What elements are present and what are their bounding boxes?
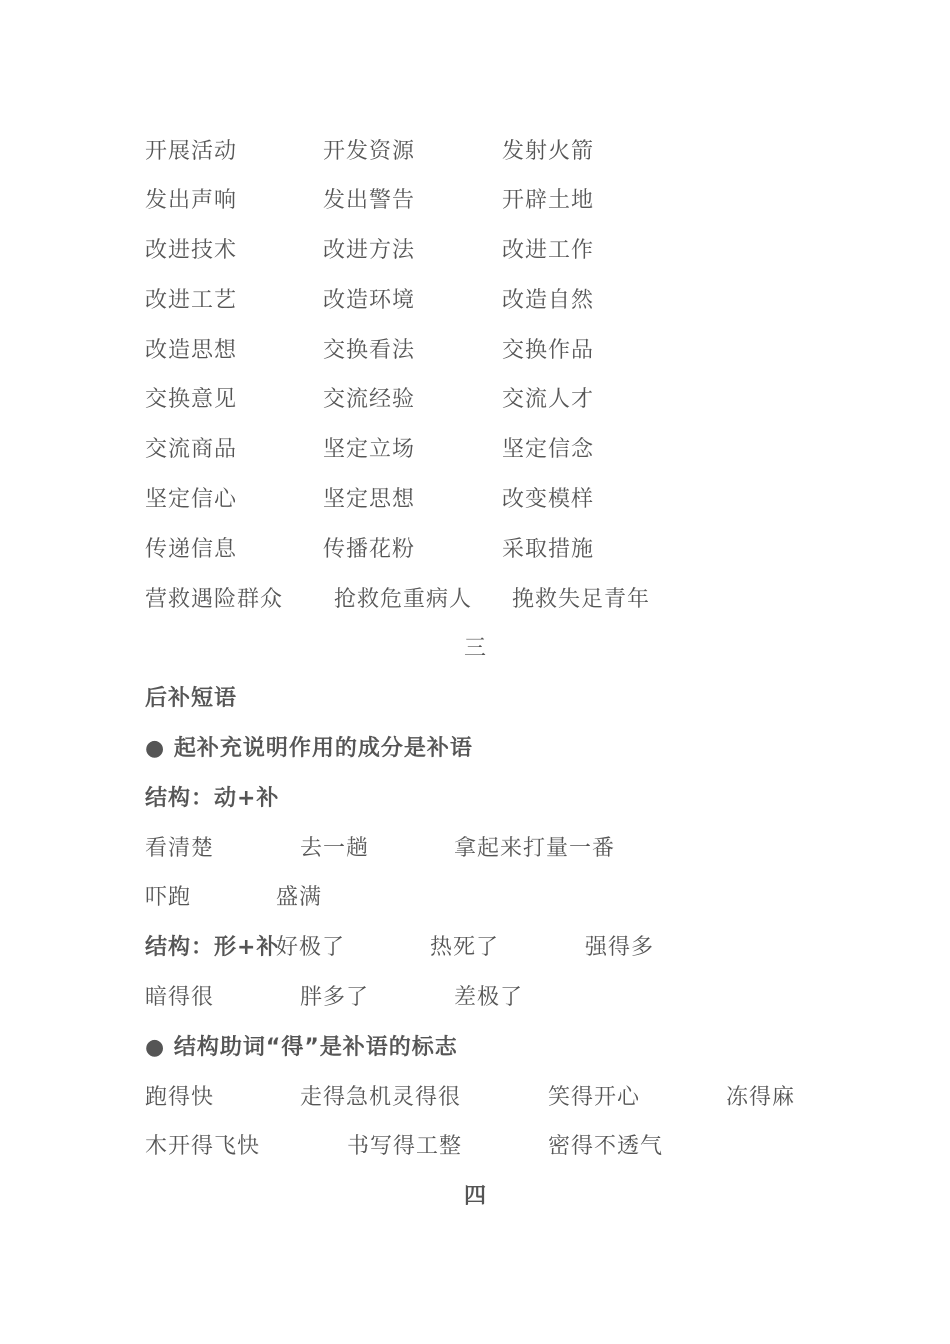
bullet-de-marker: ● 结构助词“得”是补语的标志 — [145, 1035, 458, 1060]
phrase-r4-c3: 改造自然 — [502, 288, 595, 313]
section-title-post-complement: 后补短语 — [145, 686, 238, 711]
phrase-r8-c2: 坚定思想 — [323, 487, 416, 512]
phrase-r1-c1: 开展活动 — [145, 139, 238, 164]
phrase-r3-c2: 改进方法 — [323, 238, 416, 263]
structure-verb-complement-label: 结构：动+补 — [145, 786, 280, 811]
phrase-r4-c2: 改造环境 — [323, 288, 416, 313]
de-example-4: 冻得麻 — [726, 1085, 796, 1110]
adj-complement-example-1: 好极了 — [276, 935, 346, 960]
section-number-3: 三 — [463, 636, 486, 661]
verb-complement-example-2: 去一趟 — [300, 836, 370, 861]
de-example-2: 走得急机灵得很 — [300, 1085, 462, 1110]
phrase-r1-c3: 发射火箭 — [502, 139, 595, 164]
phrase-r1-c2: 开发资源 — [323, 139, 416, 164]
phrase-r8-c1: 坚定信心 — [145, 487, 238, 512]
phrase-r5-c2: 交换看法 — [323, 338, 416, 363]
structure-adj-complement-label: 结构：形+补 — [145, 935, 280, 960]
de-example-1: 跑得快 — [145, 1085, 215, 1110]
phrase-r6-c3: 交流人才 — [502, 387, 595, 412]
phrase-r7-c1: 交流商品 — [145, 437, 238, 462]
phrase-r5-c1: 改造思想 — [145, 338, 238, 363]
verb-complement-example-1: 看清楚 — [145, 836, 215, 861]
phrase-r7-c2: 坚定立场 — [323, 437, 416, 462]
phrase-r9-c1: 传递信息 — [145, 537, 238, 562]
verb-complement-example-3: 拿起来打量一番 — [454, 836, 616, 861]
verb-complement-example-5: 盛满 — [276, 885, 323, 910]
phrase-r6-c2: 交流经验 — [323, 387, 416, 412]
de-example-7: 密得不透气 — [548, 1134, 664, 1159]
de-example-5: 木开得飞快 — [145, 1134, 261, 1159]
phrase-r2-c3: 开辟土地 — [502, 188, 595, 213]
phrase-r10-c2: 抢救危重病人 — [334, 587, 473, 612]
section-number-4: 四 — [463, 1184, 486, 1209]
phrase-r5-c3: 交换作品 — [502, 338, 595, 363]
phrase-r3-c3: 改进工作 — [502, 238, 595, 263]
phrase-r3-c1: 改进技术 — [145, 238, 238, 263]
verb-complement-example-4: 吓跑 — [145, 885, 192, 910]
phrase-r10-c1: 营救遇险群众 — [145, 587, 284, 612]
adj-complement-example-3: 强得多 — [585, 935, 655, 960]
phrase-r6-c1: 交换意见 — [145, 387, 238, 412]
de-example-3: 笑得开心 — [548, 1085, 641, 1110]
phrase-r2-c2: 发出警告 — [323, 188, 416, 213]
bullet-complement-definition: ● 起补充说明作用的成分是补语 — [145, 736, 473, 761]
phrase-r4-c1: 改进工艺 — [145, 288, 238, 313]
phrase-r7-c3: 坚定信念 — [502, 437, 595, 462]
phrase-r10-c3: 挽救失足青年 — [512, 587, 651, 612]
adj-complement-example-5: 胖多了 — [300, 985, 370, 1010]
phrase-r9-c3: 采取措施 — [502, 537, 595, 562]
adj-complement-example-2: 热死了 — [430, 935, 500, 960]
phrase-r8-c3: 改变模样 — [502, 487, 595, 512]
phrase-r2-c1: 发出声响 — [145, 188, 238, 213]
de-example-6: 书写得工整 — [347, 1134, 463, 1159]
phrase-r9-c2: 传播花粉 — [323, 537, 416, 562]
adj-complement-example-6: 差极了 — [454, 985, 524, 1010]
adj-complement-example-4: 暗得很 — [145, 985, 215, 1010]
